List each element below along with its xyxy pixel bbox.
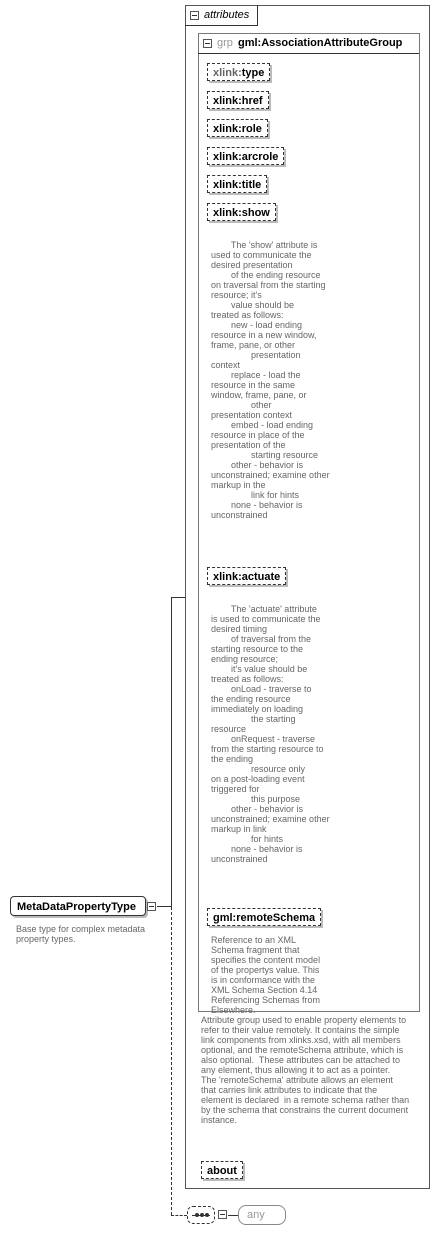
root-type-box[interactable]: MetaDataPropertyType (10, 896, 146, 916)
attr-xlink-type-prefix: xlink: (213, 67, 242, 79)
connector-to-any (228, 1215, 238, 1216)
sequence-dot-2 (200, 1213, 204, 1217)
attributes-header-divider-v (257, 5, 258, 26)
connector-to-attributes (171, 597, 185, 598)
actuate-documentation: The 'actuate' attribute is used to communicate the desired timing of traversal from the starting resource to the ending resource; it's value should be treated as follows: onLoad - traverse to the ending resource immediately on loading the starting resource onRequest - traverse from the starting resource to the ending resource only on a post-loading event triggered for this purpose other - behavior is unconstrained; examine other markup in link for hints none - behavior is unconstrained (211, 604, 330, 864)
sequence-dot-3 (205, 1213, 209, 1217)
attr-xlink-actuate[interactable]: xlink:actuate (207, 567, 286, 585)
attr-xlink-href[interactable]: xlink:href (207, 91, 269, 109)
group-header-divider (198, 53, 419, 54)
connector-to-sequence (171, 907, 172, 1215)
connector-to-sequence-h (171, 1215, 187, 1216)
attr-xlink-title[interactable]: xlink:title (207, 175, 267, 193)
remoteSchema-documentation: Reference to an XML Schema fragment that specifies the content model of the propertys value. This is in conformance with the XML Schema Section 4.14 Referencing Schemas from Elsewhere. (211, 935, 321, 1015)
attr-xlink-type-name: type (241, 67, 265, 79)
attr-gml-remoteSchema[interactable]: gml:remoteSchema (207, 908, 321, 926)
sequence-collapse-icon[interactable] (218, 1210, 227, 1219)
show-documentation: The 'show' attribute is used to communicate the desired presentation of the ending resource on traversal from the starting resource; it's value should be treated as follows: new - load ending resource in a new window, frame, pane, or other presentation context replace - load the resource in the same window, frame, pane, or other presentation context embed - load ending resource in place of the presentation of the starting resource other - behavior is unconstrained; examine other markup in the link for hints none - behavior is unconstrained (211, 240, 330, 520)
group-collapse-icon[interactable] (203, 39, 212, 48)
attr-about[interactable]: about (201, 1161, 243, 1179)
connector-vertical (171, 597, 172, 907)
attributes-collapse-icon[interactable] (190, 11, 199, 20)
sequence-dot-1 (195, 1213, 199, 1217)
attributes-header: attributes (204, 9, 250, 21)
connector-root-h (157, 906, 171, 907)
any-element[interactable]: any (238, 1205, 286, 1225)
attr-xlink-role[interactable]: xlink:role (207, 119, 268, 137)
attr-xlink-show[interactable]: xlink:show (207, 203, 276, 221)
attr-xlink-type[interactable] (207, 63, 270, 81)
attributes-header-divider (185, 25, 257, 26)
group-documentation: Attribute group used to enable property elements to refer to their value remotely. It contains the simple link components from xlinks.xsd, with all members optional, and the remoteSchema attribute, which is also optional. These attributes can be attached to any element, thus allowing it to act as a pointer. The 'remoteSchema' attribute allows an element that carries link attributes to indicate that the element is declared in a remote schema rather than by the schema that constrains the current document instance. (201, 1015, 410, 1125)
group-prefix: grp (217, 37, 233, 49)
group-name: gml:AssociationAttributeGroup (238, 37, 403, 49)
root-collapse-icon[interactable] (147, 902, 156, 911)
root-documentation: Base type for complex metadata property types. (16, 924, 146, 944)
attr-xlink-arcrole[interactable]: xlink:arcrole (207, 147, 284, 165)
sequence-compositor[interactable] (187, 1206, 215, 1224)
